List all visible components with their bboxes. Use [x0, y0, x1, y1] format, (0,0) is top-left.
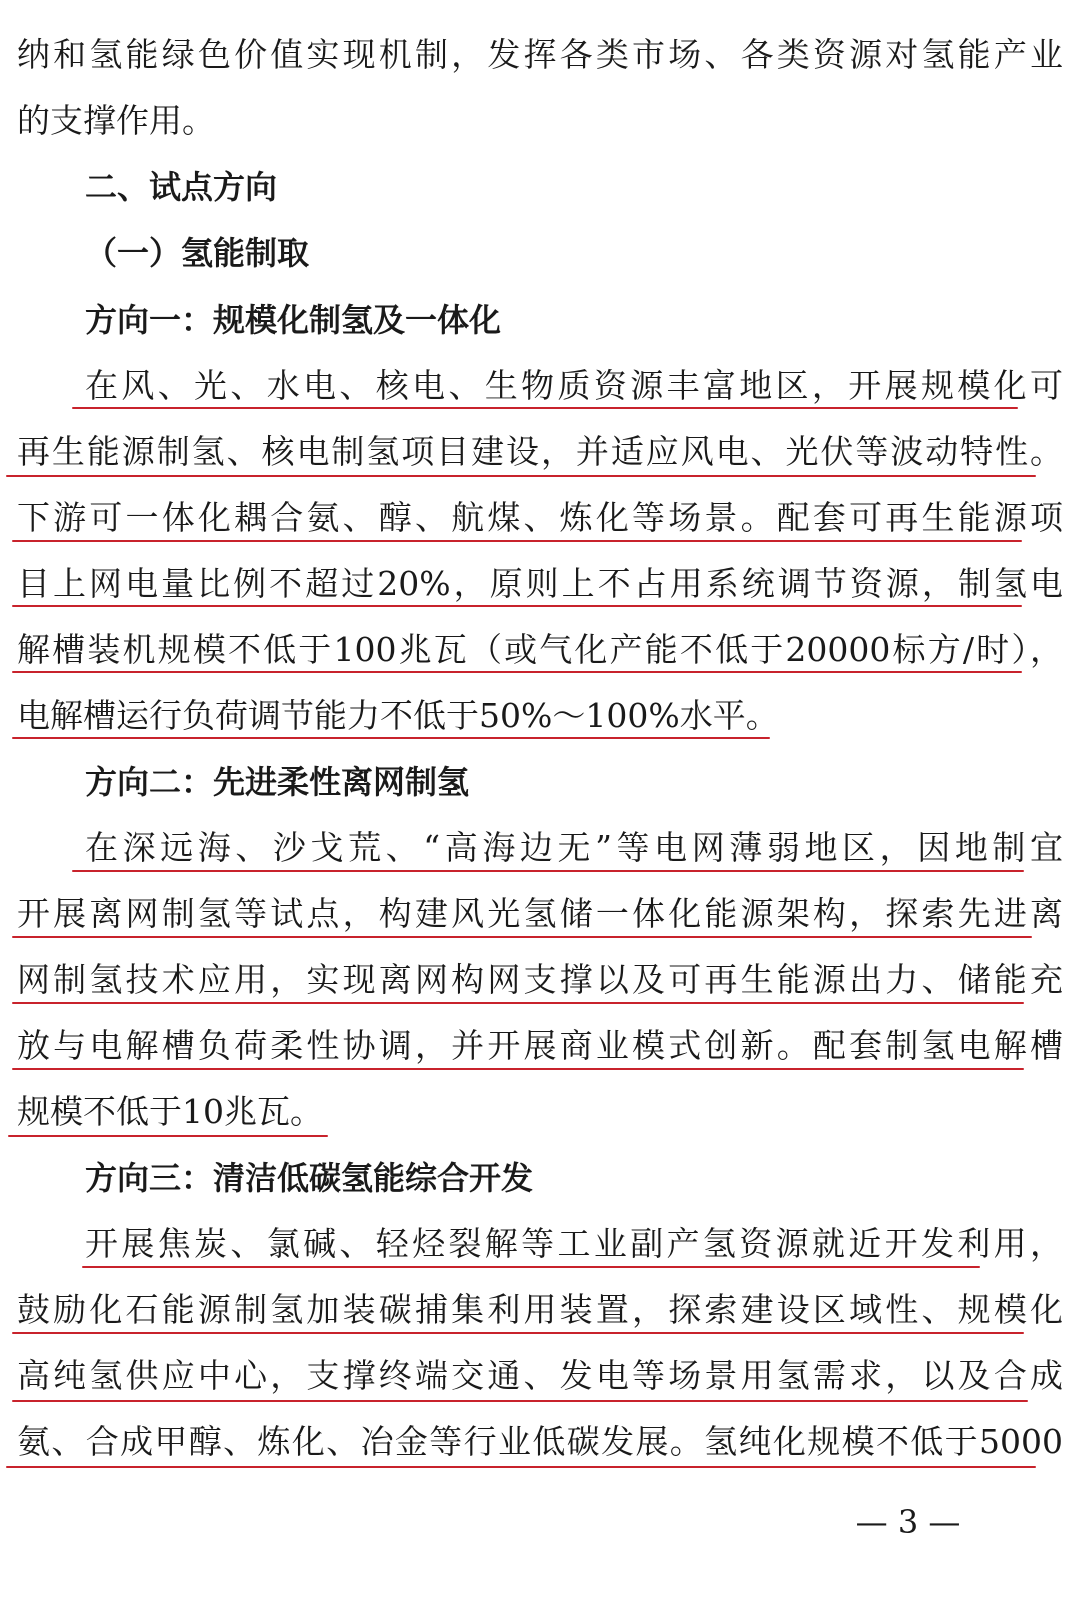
paragraph-line: 解槽装机规模不低于100兆瓦（或气化产能不低于20000标方/时）， [17, 630, 1063, 669]
paragraph-line: 开展离网制氢等试点，构建风光氢储一体化能源架构，探索先进离 [17, 894, 1063, 933]
paragraph-line: 的支撑作用。 [17, 101, 215, 140]
paragraph-line: 在深远海、沙戈荒、“高海边无”等电网薄弱地区，因地制宜 [85, 828, 1063, 867]
paragraph-line: 纳和氢能绿色价值实现机制，发挥各类市场、各类资源对氢能产业 [17, 35, 1063, 74]
paragraph-line: 放与电解槽负荷柔性协调，并开展商业模式创新。配套制氢电解槽 [17, 1026, 1063, 1065]
red-underline [8, 1135, 328, 1137]
paragraph-line: 开展焦炭、氯碱、轻烃裂解等工业副产氢资源就近开发利用， [85, 1224, 1063, 1263]
red-underline [12, 936, 1032, 938]
red-underline [12, 1002, 1024, 1004]
red-underline [6, 475, 1036, 477]
direction-heading: 方向三：清洁低碳氢能综合开发 [85, 1159, 534, 1197]
section-heading: 二、试点方向 [85, 168, 278, 206]
paragraph-line: 电解槽运行负荷调节能力不低于50%～100%水平。 [17, 696, 779, 735]
page-number: — 3 — [855, 1503, 961, 1541]
subsection-heading: （一）氢能制取 [85, 234, 310, 272]
paragraph-line: 再生能源制氢、核电制氢项目建设，并适应风电、光伏等波动特性。 [17, 432, 1063, 471]
red-underline [12, 540, 1022, 542]
red-underline [12, 1400, 1028, 1402]
paragraph-line: 在风、光、水电、核电、生物质资源丰富地区，开展规模化可 [85, 366, 1063, 405]
red-underline [6, 1466, 1036, 1468]
red-underline [12, 737, 770, 739]
red-underline [72, 407, 1018, 409]
paragraph-line: 目上网电量比例不超过20%，原则上不占用系统调节资源，制氢电 [17, 564, 1063, 603]
red-underline [82, 1266, 980, 1268]
red-underline [72, 870, 1024, 872]
red-underline [12, 1068, 1024, 1070]
paragraph-line: 高纯氢供应中心，支撑终端交通、发电等场景用氢需求，以及合成 [17, 1356, 1063, 1395]
paragraph-line: 规模不低于10兆瓦。 [17, 1092, 323, 1131]
direction-heading: 方向一：规模化制氢及一体化 [85, 301, 502, 339]
paragraph-line: 下游可一体化耦合氨、醇、航煤、炼化等场景。配套可再生能源项 [17, 498, 1063, 537]
paragraph-line: 鼓励化石能源制氢加装碳捕集利用装置，探索建设区域性、规模化 [17, 1290, 1063, 1329]
red-underline [12, 605, 1022, 607]
paragraph-line: 网制氢技术应用，实现离网构网支撑以及可再生能源出力、储能充 [17, 960, 1063, 999]
red-underline [12, 671, 1022, 673]
red-underline [12, 1332, 1024, 1334]
paragraph-line: 氨、合成甲醇、炼化、冶金等行业低碳发展。氢纯化规模不低于5000 [17, 1422, 1063, 1461]
direction-heading: 方向二：先进柔性离网制氢 [85, 763, 470, 801]
